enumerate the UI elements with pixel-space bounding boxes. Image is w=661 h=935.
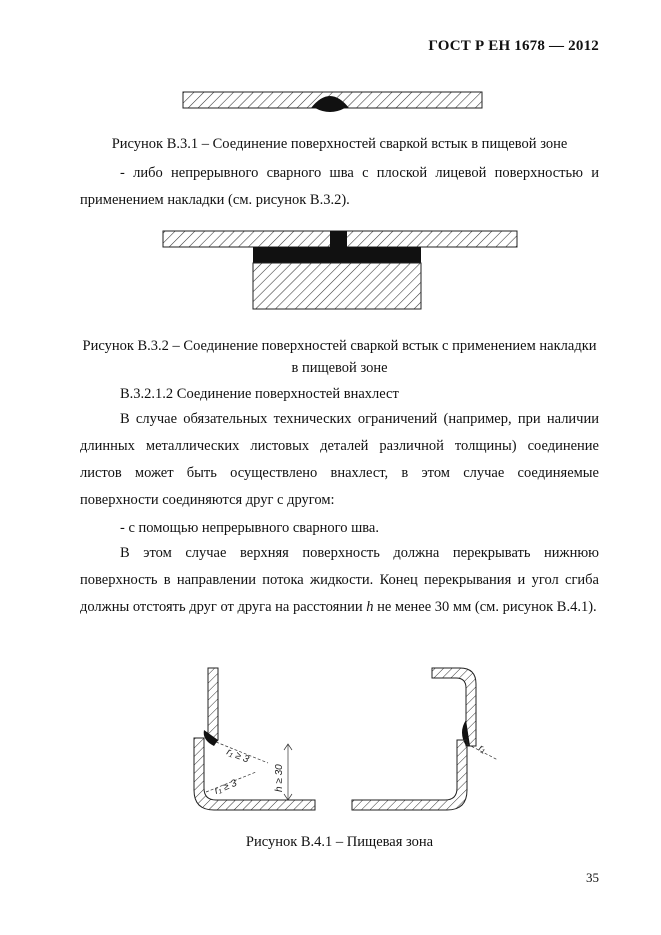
label-r1-bottom: r₁ ≥ 3 [213,777,239,797]
list-item-plate: - либо непрерывного сварного шва с плоской лицевой поверхностью и применением накладки (см. рисунок В.3.2). [80,165,599,208]
paragraph-overlap-case-part2: не менее 30 мм (см. рисунок В.4.1). [377,599,597,615]
figure-b32-caption: Рисунок В.3.2 – Соединение поверхностей сваркой встык с применением накладки в пищевой зоне [82,338,597,376]
paragraph-overlap-case [80,540,599,621]
paragraph-overlap-case-part1: В этом случае верхняя поверхность должна перекрывать нижнюю поверхность в направлении потока жидкости. Конец перекрывания и угол сгиба должны отстоять друг от друга на расстоянии [80,545,599,615]
figure-b31-caption: Рисунок В.3.1 – Соединение поверхностей сваркой встык в пищевой зоне [111,136,568,152]
variable-h: h [366,599,374,615]
figure-b31-butt-weld-drawing [180,86,485,116]
figure-b32-butt-weld-with-plate-drawing [160,226,520,316]
document-header: ГОСТ Р ЕН 1678 — 2012 [428,38,599,54]
label-r1-top: r₁ ≥ 3 [224,746,251,766]
list-item-seam: - с помощью непрерывного сварного шва. [120,520,379,536]
section-heading: В.3.2.1.2 Соединение поверхностей внахлест [120,386,399,402]
label-h: h ≥ 30 [274,764,285,792]
page-number: 35 [586,870,599,885]
label-r1-right: r₁ [476,742,488,756]
paragraph-overlap: В случае обязательных технических ограничений (например, при наличии длинных металлических листовых деталей различной толщины) соединение листов может быть осуществлено внахлест, в этом случае соединяемые поверхности соединяются друг с другом: [80,411,599,508]
figure-b41-caption: Рисунок В.4.1 – Пищевая зона [245,834,434,850]
figure-b41-food-zone-drawing [180,660,505,820]
